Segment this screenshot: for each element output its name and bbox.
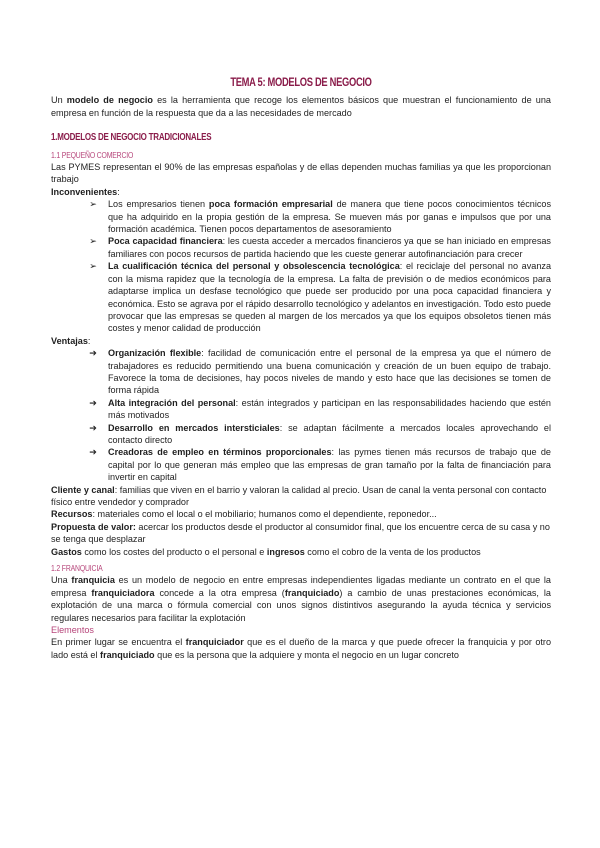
ventajas-label: Ventajas: xyxy=(51,335,91,346)
list-item: ➢ La cualificación técnica del personal y obsolescencia tecnológica: el reciclaje del personal no avanza con la misma rapidez que la tecnología de la empresa. La falta de previsión o de medios económicos para adaptarse implica un desfase tecnológico que puede ser producido por una poca capacidad financiera y económica. Esto se agrava por el rápido desarrollo tecnológico y adelantos en investigación. Todo esto puede provocar que las empresas se queden al margen de los mercados ya que los equipos obsoletos tienen más costes y menor calidad de producción xyxy=(51,260,551,334)
arrow-bullet-icon: ➔ xyxy=(89,447,97,458)
document-content xyxy=(51,76,551,661)
intro-text: Un xyxy=(51,95,67,106)
list-item: ➔ Desarrollo en mercados intersticiales: se adaptan fácilmente a mercados locales aprovechando el contacto directo xyxy=(51,422,551,447)
arrow-bullet-icon: ➔ xyxy=(89,397,97,408)
propuesta-valor-paragraph: Propuesta de valor: acercar los productos desde el productor al consumidor final, que los encuentre cerca de su casa y no se tenga que desplazar xyxy=(51,521,550,545)
franquicia-paragraph: Una franquicia es un modelo de negocio en entre empresas independientes ligadas mediante un contrato en el que la empresa franquiciadora concede a la otra empresa (franquiciado) a cambio de unas prestaciones económicas, la explotación de una marca o fórmula comercial con unos signos distintivos asegurando la ayuda técnica y servicios regulares necesarios para facilitar la explotación xyxy=(51,575,551,623)
list-item: ➔ Creadoras de empleo en términos proporcionales: las pymes tienen más recursos de trabajo que de capital por lo que generan más empleo que las empresas de gran tamaño por la falta de financiación para invertir en capital xyxy=(51,446,551,483)
list-item: ➢ Poca capacidad financiera: les cuesta acceder a mercados financieros ya que se han iniciado en empresas familiares con pocos recursos de partida haciendo que les cueste generar autofinanciación para crecer xyxy=(51,235,551,260)
elementos-paragraph: En primer lugar se encuentra el franquiciador que es el dueño de la marca y que puede ofrecer la franquicia y por otro lado está el franquiciado que es la persona que la adquiere y monta el negocio en un lugar concreto xyxy=(51,637,552,660)
arrow-bullet-icon: ➔ xyxy=(89,348,97,359)
arrow-bullet-icon: ➔ xyxy=(89,422,97,433)
arrowhead-bullet-icon: ➢ xyxy=(89,199,97,210)
intro-paragraph xyxy=(51,94,551,119)
gastos-ingresos-paragraph: Gastos como los costes del producto o el personal e ingresos como el cobro de la venta de los productos xyxy=(51,546,481,557)
arrowhead-bullet-icon: ➢ xyxy=(89,236,97,247)
section-heading: 1.MODELOS DE NEGOCIO TRADICIONALES xyxy=(51,132,212,144)
arrowhead-bullet-icon: ➢ xyxy=(89,261,97,272)
recursos-paragraph: Recursos: materiales como el local o el mobiliario; humanos como el dependiente, reponedor... xyxy=(51,509,437,520)
list-item: ➢ Los empresarios tienen poca formación empresarial de manera que tiene pocos conocimientos técnicos que ha adquirido en la propia gestión de la empresa. Se mueven más por ganas e impulsos que por una formación académica. Tienen pocos departamentos de asesoramiento xyxy=(51,198,551,235)
pymes-paragraph: Las PYMES representan el 90% de las empresas españolas y de ellas dependen muchas familias ya que les proporcionan trabajo xyxy=(51,162,551,185)
inconvenientes-label: Inconvenientes: xyxy=(51,186,120,197)
ventajas-list xyxy=(51,347,551,483)
subsection-heading-franquicia: 1.2 FRANQUICIA xyxy=(51,563,103,574)
cliente-canal-paragraph: Cliente y canal: familias que viven en el barrio y valoran la calidad al precio. Usan de canal la venta personal con contacto físico entre vendedor y comprador xyxy=(51,484,547,507)
list-item: ➔ Alta integración del personal: están integrados y participan en las responsabilidades haciendo que estén más motivados xyxy=(51,397,551,422)
intro-bold: modelo de negocio xyxy=(66,95,153,106)
intro-text-rest: es la herramienta que recoge los elementos básicos que muestran el funcionamiento de una empresa en función de la respuesta que da a las necesidades de mercado xyxy=(51,95,551,118)
subsection-heading-pequeno-comercio: 1.1 PEQUEÑO COMERCIO xyxy=(51,149,134,160)
page-title: TEMA 5: MODELOS DE NEGOCIO xyxy=(230,75,372,89)
inconvenientes-list xyxy=(51,198,551,334)
elementos-heading: Elementos xyxy=(51,625,94,636)
list-item: ➔ Organización flexible: facilidad de comunicación entre el personal de la empresa ya que el número de trabajadores es reducido permitiendo una buena comunicación y creación de un buen equipo de trabajo. Favorece la toma de decisiones, hay pocos niveles de mando y esto hace que las decisiones se tomen de forma rápida xyxy=(51,347,551,397)
